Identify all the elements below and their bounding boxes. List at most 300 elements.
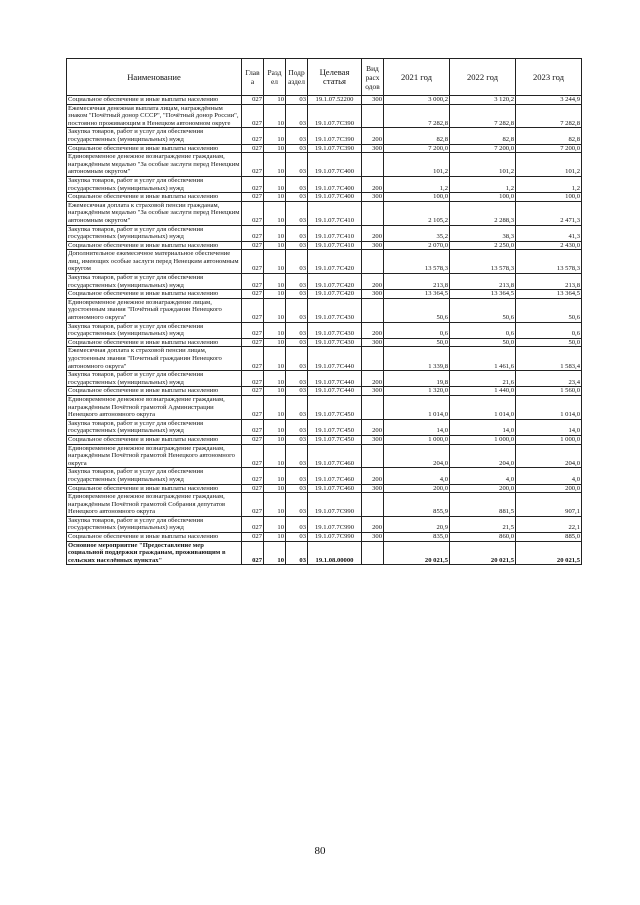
cell-glava: 027: [242, 371, 264, 387]
cell-podrazdel: 03: [286, 176, 308, 192]
table-row: [67, 144, 582, 153]
cell-vid: 200: [362, 322, 384, 338]
cell-vid: [362, 298, 384, 322]
cell-article: 19.1.08.00000: [308, 541, 362, 565]
cell-2021: 35,2: [384, 225, 450, 241]
cell-podrazdel: 03: [286, 516, 308, 532]
cell-2023: 1 014,0: [516, 395, 582, 419]
cell-razdel: 10: [264, 541, 286, 565]
cell-vid: 200: [362, 371, 384, 387]
cell-vid: 300: [362, 193, 384, 202]
cell-podrazdel: 03: [286, 144, 308, 153]
cell-podrazdel: 03: [286, 128, 308, 144]
cell-2023: 100,0: [516, 193, 582, 202]
cell-podrazdel: 03: [286, 153, 308, 177]
cell-razdel: 10: [264, 419, 286, 435]
cell-podrazdel: 03: [286, 96, 308, 105]
cell-name: Закупка товаров, работ и услуг для обеспечения государственных (муниципальных) нужд: [67, 176, 242, 192]
cell-article: 19.1.07.7С410: [308, 225, 362, 241]
cell-2021: 19,8: [384, 371, 450, 387]
cell-2023: 2 471,3: [516, 201, 582, 225]
table-row: [67, 96, 582, 105]
cell-vid: 200: [362, 419, 384, 435]
cell-name: Социальное обеспечение и иные выплаты населению: [67, 290, 242, 299]
table-row: [67, 484, 582, 493]
table-row: [67, 193, 582, 202]
cell-razdel: 10: [264, 201, 286, 225]
cell-2023: 41,3: [516, 225, 582, 241]
cell-glava: 027: [242, 274, 264, 290]
cell-2022: 50,0: [450, 338, 516, 347]
cell-razdel: 10: [264, 153, 286, 177]
table-row: [67, 419, 582, 435]
cell-podrazdel: 03: [286, 250, 308, 274]
cell-name: Социальное обеспечение и иные выплаты населению: [67, 435, 242, 444]
cell-razdel: 10: [264, 250, 286, 274]
cell-glava: 027: [242, 298, 264, 322]
cell-article: 19.1.07.7С460: [308, 444, 362, 468]
cell-2023: 885,0: [516, 533, 582, 542]
cell-glava: 027: [242, 419, 264, 435]
table-row: [67, 468, 582, 484]
table-row: [67, 176, 582, 192]
cell-vid: 200: [362, 128, 384, 144]
cell-2023: 13 364,5: [516, 290, 582, 299]
cell-vid: 200: [362, 516, 384, 532]
cell-2021: 101,2: [384, 153, 450, 177]
table-row: [67, 201, 582, 225]
cell-2022: 50,6: [450, 298, 516, 322]
cell-2022: 3 120,2: [450, 96, 516, 105]
header-glava: Глав а: [242, 59, 264, 96]
table-row: [67, 371, 582, 387]
header-vid: Вид расх одов: [362, 59, 384, 96]
cell-article: 19.1.07.7С450: [308, 419, 362, 435]
cell-razdel: 10: [264, 176, 286, 192]
cell-glava: 027: [242, 493, 264, 517]
cell-glava: 027: [242, 176, 264, 192]
table-body: [67, 96, 582, 565]
table-row: [67, 444, 582, 468]
cell-2022: 2 288,3: [450, 201, 516, 225]
header-razdel: Разд ел: [264, 59, 286, 96]
cell-name: Единовременное денежное вознаграждение лицам, удостоенным звания "Почётный гражданин Ненецкого автономного округа": [67, 298, 242, 322]
cell-glava: 027: [242, 241, 264, 250]
cell-podrazdel: 03: [286, 419, 308, 435]
cell-2023: 0,6: [516, 322, 582, 338]
cell-2021: 7 282,8: [384, 104, 450, 128]
table-row: [67, 153, 582, 177]
cell-podrazdel: 03: [286, 395, 308, 419]
table-row: [67, 533, 582, 542]
cell-vid: 300: [362, 144, 384, 153]
cell-glava: 027: [242, 128, 264, 144]
cell-glava: 027: [242, 395, 264, 419]
page-number: 80: [314, 845, 326, 857]
cell-name: Закупка товаров, работ и услуг для обеспечения государственных (муниципальных) нужд: [67, 516, 242, 532]
cell-article: 19.1.07.7С990: [308, 533, 362, 542]
cell-name: Ежемесячная доплата к страховой пенсии лицам, удостоенным звания "Почетный гражданин Ненецкого автономного округа": [67, 347, 242, 371]
cell-2021: 13 364,5: [384, 290, 450, 299]
table-row: [67, 395, 582, 419]
cell-razdel: 10: [264, 516, 286, 532]
cell-glava: 027: [242, 533, 264, 542]
cell-glava: 027: [242, 201, 264, 225]
header-2021: 2021 год: [384, 59, 450, 96]
cell-podrazdel: 03: [286, 444, 308, 468]
cell-podrazdel: 03: [286, 347, 308, 371]
cell-2023: 7 200,0: [516, 144, 582, 153]
cell-name: Социальное обеспечение и иные выплаты населению: [67, 533, 242, 542]
cell-2021: 204,0: [384, 444, 450, 468]
cell-glava: 027: [242, 153, 264, 177]
cell-glava: 027: [242, 290, 264, 299]
cell-2021: 14,0: [384, 419, 450, 435]
table-header-row: [67, 59, 582, 96]
cell-2023: 1 000,0: [516, 435, 582, 444]
cell-podrazdel: 03: [286, 371, 308, 387]
cell-razdel: 10: [264, 338, 286, 347]
cell-podrazdel: 03: [286, 290, 308, 299]
cell-vid: [362, 541, 384, 565]
cell-article: 19.1.07.7С390: [308, 128, 362, 144]
cell-2023: 3 244,9: [516, 96, 582, 105]
cell-name: Социальное обеспечение и иные выплаты населению: [67, 387, 242, 396]
cell-razdel: 10: [264, 493, 286, 517]
header-podrazdel: Подр аздел: [286, 59, 308, 96]
cell-2021: 4,0: [384, 468, 450, 484]
cell-podrazdel: 03: [286, 201, 308, 225]
cell-article: 19.1.07.7С400: [308, 153, 362, 177]
cell-2022: 881,5: [450, 493, 516, 517]
cell-2023: 2 430,0: [516, 241, 582, 250]
cell-2023: 14,0: [516, 419, 582, 435]
cell-2022: 13 364,5: [450, 290, 516, 299]
cell-2021: 50,0: [384, 338, 450, 347]
table-row: [67, 241, 582, 250]
cell-article: 19.1.07.7С430: [308, 298, 362, 322]
cell-podrazdel: 03: [286, 338, 308, 347]
cell-2023: 213,8: [516, 274, 582, 290]
cell-vid: [362, 493, 384, 517]
cell-razdel: 10: [264, 444, 286, 468]
table-row: [67, 128, 582, 144]
cell-article: 19.1.07.7С410: [308, 241, 362, 250]
cell-podrazdel: 03: [286, 387, 308, 396]
cell-vid: 300: [362, 387, 384, 396]
cell-2022: 13 578,3: [450, 250, 516, 274]
cell-razdel: 10: [264, 387, 286, 396]
cell-2022: 2 250,0: [450, 241, 516, 250]
cell-vid: 200: [362, 468, 384, 484]
cell-name: Закупка товаров, работ и услуг для обеспечения государственных (муниципальных) нужд: [67, 468, 242, 484]
table-row: [67, 298, 582, 322]
cell-glava: 027: [242, 468, 264, 484]
cell-razdel: 10: [264, 128, 286, 144]
cell-razdel: 10: [264, 533, 286, 542]
cell-razdel: 10: [264, 298, 286, 322]
cell-name: Социальное обеспечение и иные выплаты населению: [67, 241, 242, 250]
cell-name: Социальное обеспечение и иные выплаты населению: [67, 484, 242, 493]
cell-vid: [362, 347, 384, 371]
cell-glava: 027: [242, 338, 264, 347]
cell-2023: 23,4: [516, 371, 582, 387]
cell-2022: 1 000,0: [450, 435, 516, 444]
cell-2021: 1 000,0: [384, 435, 450, 444]
cell-2021: 1 339,8: [384, 347, 450, 371]
cell-2023: 204,0: [516, 444, 582, 468]
cell-glava: 027: [242, 104, 264, 128]
cell-glava: 027: [242, 435, 264, 444]
cell-article: 19.1.07.7С400: [308, 193, 362, 202]
table-row: [67, 250, 582, 274]
cell-glava: 027: [242, 484, 264, 493]
cell-razdel: 10: [264, 274, 286, 290]
cell-vid: 200: [362, 225, 384, 241]
cell-podrazdel: 03: [286, 435, 308, 444]
cell-article: 19.1.07.7С430: [308, 338, 362, 347]
cell-podrazdel: 03: [286, 484, 308, 493]
cell-2022: 0,6: [450, 322, 516, 338]
cell-2023: 82,8: [516, 128, 582, 144]
cell-2021: 0,6: [384, 322, 450, 338]
cell-2022: 82,8: [450, 128, 516, 144]
cell-glava: 027: [242, 96, 264, 105]
cell-article: 19.1.07.7С450: [308, 395, 362, 419]
cell-article: 19.1.07.7С420: [308, 250, 362, 274]
cell-2021: 82,8: [384, 128, 450, 144]
cell-podrazdel: 03: [286, 533, 308, 542]
cell-2022: 1 440,0: [450, 387, 516, 396]
budget-table: [66, 58, 582, 565]
cell-name: Закупка товаров, работ и услуг для обеспечения государственных (муниципальных) нужд: [67, 322, 242, 338]
cell-glava: 027: [242, 225, 264, 241]
cell-2021: 50,6: [384, 298, 450, 322]
cell-article: 19.1.07.7С460: [308, 468, 362, 484]
cell-glava: 027: [242, 322, 264, 338]
cell-article: 19.1.07.7С420: [308, 290, 362, 299]
cell-article: 19.1.07.7С430: [308, 322, 362, 338]
cell-2021: 100,0: [384, 193, 450, 202]
cell-razdel: 10: [264, 144, 286, 153]
cell-razdel: 10: [264, 347, 286, 371]
cell-2021: 1 014,0: [384, 395, 450, 419]
cell-vid: [362, 250, 384, 274]
cell-razdel: 10: [264, 395, 286, 419]
cell-razdel: 10: [264, 225, 286, 241]
cell-2023: 1 560,0: [516, 387, 582, 396]
cell-2021: 835,0: [384, 533, 450, 542]
cell-razdel: 10: [264, 193, 286, 202]
cell-article: 19.1.07.7С450: [308, 435, 362, 444]
table-row: [67, 225, 582, 241]
cell-razdel: 10: [264, 104, 286, 128]
cell-vid: [362, 153, 384, 177]
table-row: [67, 435, 582, 444]
cell-2021: 7 200,0: [384, 144, 450, 153]
cell-article: 19.1.07.7С990: [308, 516, 362, 532]
cell-2021: 2 070,0: [384, 241, 450, 250]
cell-podrazdel: 03: [286, 541, 308, 565]
table-row: [67, 347, 582, 371]
cell-razdel: 10: [264, 322, 286, 338]
cell-razdel: 10: [264, 241, 286, 250]
cell-razdel: 10: [264, 371, 286, 387]
cell-name: Единовременное денежное вознаграждение гражданам, награждённым Почётной грамотой Администрации Ненецкого автономного округа: [67, 395, 242, 419]
cell-name: Социальное обеспечение и иные выплаты населению: [67, 144, 242, 153]
cell-podrazdel: 03: [286, 468, 308, 484]
cell-article: 19.1.07.7С990: [308, 493, 362, 517]
cell-2021: 1,2: [384, 176, 450, 192]
cell-vid: 200: [362, 176, 384, 192]
table-row: [67, 274, 582, 290]
cell-2022: 14,0: [450, 419, 516, 435]
cell-razdel: 10: [264, 484, 286, 493]
header-name: Наименование: [67, 59, 242, 96]
header-2023: 2023 год: [516, 59, 582, 96]
cell-2023: 13 578,3: [516, 250, 582, 274]
cell-2023: 20 021,5: [516, 541, 582, 565]
cell-glava: 027: [242, 193, 264, 202]
cell-article: 19.1.07.7С390: [308, 104, 362, 128]
cell-name: Социальное обеспечение и иные выплаты населению: [67, 338, 242, 347]
cell-2022: 101,2: [450, 153, 516, 177]
cell-name: Единовременное денежное вознаграждение гражданам, награждённым Почётной грамотой Собрания депутатов Ненецкого автономного округа: [67, 493, 242, 517]
cell-vid: 300: [362, 435, 384, 444]
cell-name: Социальное обеспечение и иные выплаты населению: [67, 193, 242, 202]
cell-article: 19.1.07.7С410: [308, 201, 362, 225]
cell-2022: 38,3: [450, 225, 516, 241]
cell-2021: 1 320,0: [384, 387, 450, 396]
cell-2023: 50,0: [516, 338, 582, 347]
cell-glava: 027: [242, 516, 264, 532]
table-row: [67, 387, 582, 396]
cell-2023: 50,6: [516, 298, 582, 322]
cell-vid: [362, 201, 384, 225]
cell-vid: 300: [362, 290, 384, 299]
cell-2022: 21,6: [450, 371, 516, 387]
cell-razdel: 10: [264, 290, 286, 299]
cell-2023: 200,0: [516, 484, 582, 493]
cell-2022: 204,0: [450, 444, 516, 468]
cell-2022: 1,2: [450, 176, 516, 192]
cell-glava: 027: [242, 144, 264, 153]
cell-article: 19.1.07.7С420: [308, 274, 362, 290]
cell-2022: 7 200,0: [450, 144, 516, 153]
cell-name: Единовременное денежное вознаграждение гражданам, награждённым Почётной грамотой Ненецкого автономного округа: [67, 444, 242, 468]
table-row: [67, 516, 582, 532]
cell-glava: 027: [242, 387, 264, 396]
cell-podrazdel: 03: [286, 193, 308, 202]
cell-podrazdel: 03: [286, 225, 308, 241]
cell-article: 19.1.07.52200: [308, 96, 362, 105]
cell-glava: 027: [242, 347, 264, 371]
cell-2021: 20,9: [384, 516, 450, 532]
cell-name: Социальное обеспечение и иные выплаты населению: [67, 96, 242, 105]
cell-2022: 20 021,5: [450, 541, 516, 565]
cell-2021: 3 000,2: [384, 96, 450, 105]
cell-podrazdel: 03: [286, 241, 308, 250]
cell-vid: [362, 104, 384, 128]
header-2022: 2022 год: [450, 59, 516, 96]
cell-article: 19.1.07.7С440: [308, 371, 362, 387]
cell-2021: 213,8: [384, 274, 450, 290]
cell-name: Ежемесячная доплата к страховой пенсии гражданам, награждённым медалью "За особые заслуги перед Ненецким автономным округом": [67, 201, 242, 225]
cell-vid: 300: [362, 533, 384, 542]
cell-name: Единовременное денежное вознаграждение гражданам, награждённым медалью "За особые заслуги перед Ненецким автономным округом": [67, 153, 242, 177]
cell-2023: 1,2: [516, 176, 582, 192]
cell-vid: [362, 444, 384, 468]
cell-2022: 21,5: [450, 516, 516, 532]
cell-article: 19.1.07.7С440: [308, 347, 362, 371]
cell-podrazdel: 03: [286, 298, 308, 322]
cell-name: Закупка товаров, работ и услуг для обеспечения государственных (муниципальных) нужд: [67, 225, 242, 241]
cell-glava: 027: [242, 250, 264, 274]
cell-vid: 300: [362, 338, 384, 347]
cell-name: Дополнительное ежемесячное материальное обеспечение лиц, имеющих особые заслуги перед Ненецким автономным округом: [67, 250, 242, 274]
cell-glava: 027: [242, 541, 264, 565]
cell-2022: 1 461,6: [450, 347, 516, 371]
cell-2023: 7 282,8: [516, 104, 582, 128]
cell-2022: 100,0: [450, 193, 516, 202]
cell-2021: 855,9: [384, 493, 450, 517]
cell-name: Закупка товаров, работ и услуг для обеспечения государственных (муниципальных) нужд: [67, 128, 242, 144]
cell-2022: 4,0: [450, 468, 516, 484]
cell-glava: 027: [242, 444, 264, 468]
cell-name: Закупка товаров, работ и услуг для обеспечения государственных (муниципальных) нужд: [67, 274, 242, 290]
cell-2021: 2 105,2: [384, 201, 450, 225]
table-row: [67, 338, 582, 347]
cell-podrazdel: 03: [286, 322, 308, 338]
cell-2022: 7 282,8: [450, 104, 516, 128]
table-row: [67, 104, 582, 128]
header-article: Целевая статья: [308, 59, 362, 96]
cell-podrazdel: 03: [286, 493, 308, 517]
table-row: [67, 541, 582, 565]
table-row: [67, 290, 582, 299]
cell-2022: 860,0: [450, 533, 516, 542]
cell-2023: 907,1: [516, 493, 582, 517]
cell-vid: 300: [362, 241, 384, 250]
cell-name: Закупка товаров, работ и услуг для обеспечения государственных (муниципальных) нужд: [67, 371, 242, 387]
cell-vid: 200: [362, 274, 384, 290]
cell-2022: 1 014,0: [450, 395, 516, 419]
cell-2022: 200,0: [450, 484, 516, 493]
cell-2021: 13 578,3: [384, 250, 450, 274]
cell-name: Ежемесячная денежная выплата лицам, награждённым знаком "Почётный донор СССР", "Почётный донор России", постоянно проживающим в Ненецком автономном округе: [67, 104, 242, 128]
cell-2023: 4,0: [516, 468, 582, 484]
cell-vid: 300: [362, 484, 384, 493]
cell-2021: 200,0: [384, 484, 450, 493]
cell-article: 19.1.07.7С400: [308, 176, 362, 192]
cell-2022: 213,8: [450, 274, 516, 290]
cell-article: 19.1.07.7С390: [308, 144, 362, 153]
cell-razdel: 10: [264, 468, 286, 484]
table-row: [67, 493, 582, 517]
cell-article: 19.1.07.7С440: [308, 387, 362, 396]
table-row: [67, 322, 582, 338]
cell-podrazdel: 03: [286, 274, 308, 290]
cell-podrazdel: 03: [286, 104, 308, 128]
cell-2021: 20 021,5: [384, 541, 450, 565]
cell-razdel: 10: [264, 435, 286, 444]
cell-2023: 101,2: [516, 153, 582, 177]
cell-name: Закупка товаров, работ и услуг для обеспечения государственных (муниципальных) нужд: [67, 419, 242, 435]
cell-name: Основное мероприятие "Предоставление мер социальной поддержки гражданам, проживающим в сельских населённых пунктах": [67, 541, 242, 565]
cell-2023: 22,1: [516, 516, 582, 532]
cell-vid: 300: [362, 96, 384, 105]
cell-article: 19.1.07.7С460: [308, 484, 362, 493]
